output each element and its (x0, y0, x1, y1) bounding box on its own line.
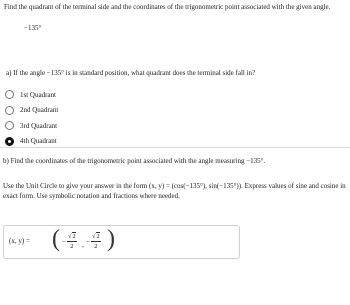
radical-icon: √ (67, 233, 72, 240)
option-3rd-quadrant[interactable] (5, 119, 58, 132)
radio-button[interactable] (5, 106, 14, 115)
radio-button[interactable] (5, 121, 14, 130)
x-denominator: 2 (70, 243, 74, 250)
option-4th-quadrant[interactable] (5, 135, 58, 148)
y-denominator: 2 (94, 243, 98, 250)
quadrant-options (5, 88, 58, 150)
radical-icon: √ (91, 233, 96, 240)
option-1st-quadrant[interactable] (5, 88, 58, 101)
y-sign: − (86, 237, 90, 246)
option-label: 4th Quadrant (20, 137, 57, 145)
option-label: 2nd Quadrant (20, 106, 59, 114)
x-sign: − (62, 237, 66, 246)
radio-button-selected[interactable] (5, 137, 14, 146)
part-b-prompt: b) Find the coordinates of the trigonometric point associated with the angle measuring −135°. (3, 157, 266, 165)
y-radicand: 2 (96, 233, 100, 240)
left-paren: ( (52, 226, 60, 252)
question-title: Find the quadrant of the terminal side and the coordinates of the trigonometric point associated with the given angle. (4, 3, 331, 11)
part-a-prompt: a) If the angle −135° is in standard position, what quadrant does the terminal side fall in? (6, 69, 256, 77)
option-label: 1st Quadrant (20, 90, 56, 99)
radio-button[interactable] (5, 90, 14, 99)
comma: , (82, 241, 84, 249)
answer-label: (x, y) = (9, 237, 30, 245)
given-angle: −135° (24, 24, 42, 32)
y-fraction (91, 233, 101, 250)
x-radicand: 2 (72, 233, 76, 240)
answer-field[interactable] (3, 225, 240, 259)
option-label: 3rd Quadrant (20, 121, 58, 130)
x-value[interactable] (62, 233, 77, 250)
right-paren: ) (107, 226, 115, 252)
x-fraction (67, 233, 77, 250)
part-b-instructions: Use the Unit Circle to give your answer in the form (x, y) = (cos(−135°), sin(−135°)). Express values of sine and cosine in exact form. Use symbolic notation and fractions where needed. (3, 182, 346, 200)
y-value[interactable] (86, 233, 101, 250)
section-divider (0, 147, 350, 148)
option-2nd-quadrant[interactable] (5, 104, 58, 117)
